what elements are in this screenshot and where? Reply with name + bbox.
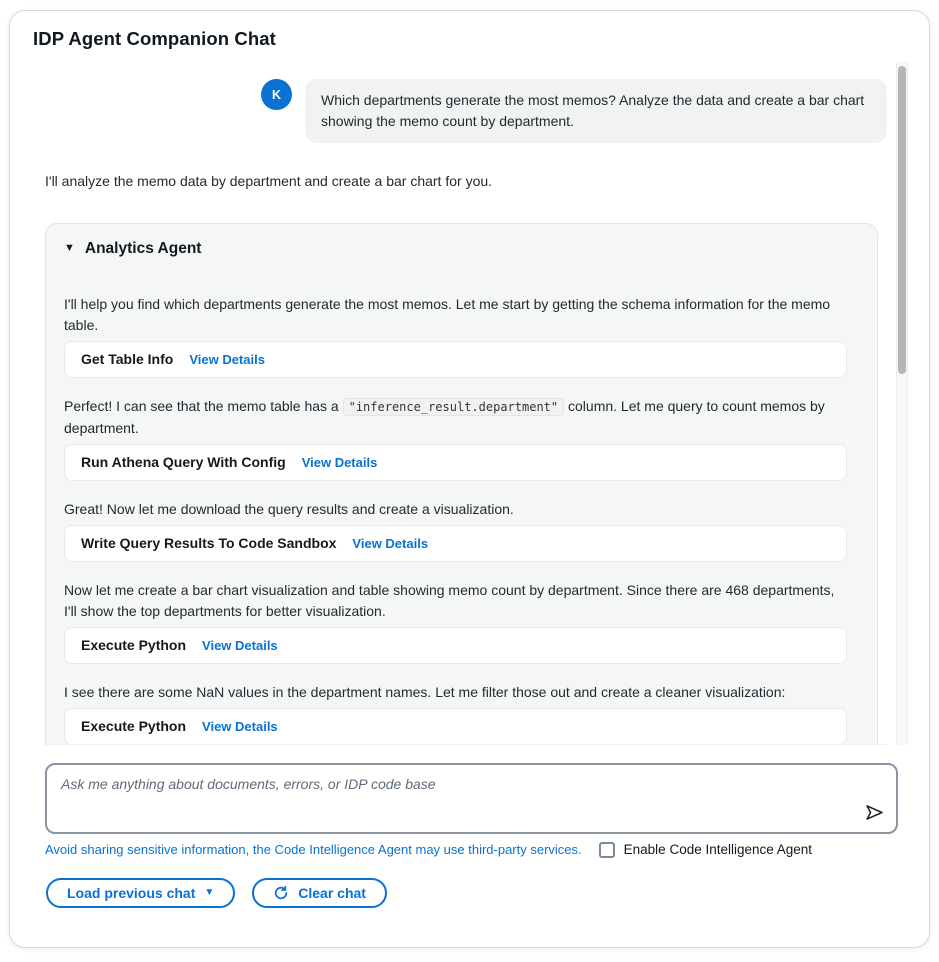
analytics-agent-header[interactable] (64, 240, 859, 257)
tool-name: Write Query Results To Code Sandbox (81, 535, 337, 551)
tool-name: Execute Python (81, 718, 187, 734)
chat-input[interactable] (47, 765, 896, 832)
view-details-link[interactable]: View Details (202, 719, 278, 734)
tool-card-execute-python-2 (64, 708, 847, 745)
enable-code-intelligence-group[interactable] (599, 842, 812, 858)
composer-note-row (45, 842, 898, 858)
tool-name: Run Athena Query With Config (81, 454, 286, 470)
disclaimer-text: Avoid sharing sensitive information, the Code Intelligence Agent may use third-party services. (45, 842, 582, 857)
clear-chat-label: Clear chat (298, 885, 366, 901)
caret-down-icon: ▼ (204, 887, 215, 898)
send-button[interactable] (860, 798, 888, 826)
assistant-intro-text: I'll analyze the memo data by department and create a bar chart for you. (45, 173, 493, 189)
tool-card-write-query-results (64, 525, 847, 562)
send-icon (864, 802, 885, 823)
scrollbar-thumb[interactable] (898, 66, 906, 374)
tool-card-run-athena-query (64, 444, 847, 481)
analytics-agent-title: Analytics Agent (84, 240, 202, 257)
scrollbar-track[interactable] (896, 62, 908, 745)
tool-name: Execute Python (81, 637, 187, 653)
load-previous-chat-button[interactable] (46, 878, 235, 908)
refresh-icon (273, 885, 289, 901)
composer (45, 763, 898, 834)
user-avatar: K (261, 79, 292, 110)
tool-card-execute-python-1 (64, 627, 847, 664)
tool-name: Get Table Info (81, 351, 174, 367)
agent-step-text: I see there are some NaN values in the department names. Let me filter those out and create a cleaner visualization: (64, 684, 786, 700)
chat-history[interactable] (45, 61, 887, 745)
collapse-caret-icon: ▼ (64, 242, 75, 254)
chat-window (9, 10, 930, 948)
step-text-fragment: Perfect! I can see that the memo table has a (64, 398, 343, 414)
view-details-link[interactable]: View Details (202, 638, 278, 653)
chat-actions (46, 878, 387, 908)
step-text-fragment: column. Let me query to count memos by department. (64, 398, 825, 436)
view-details-link[interactable]: View Details (301, 455, 378, 470)
agent-step-text: I'll help you find which departments generate the most memos. Let me start by getting the schema information for the memo table. (64, 296, 831, 333)
view-details-link[interactable]: View Details (189, 352, 265, 367)
user-message-row (45, 79, 887, 143)
agent-step-text: Now let me create a bar chart visualization and table showing memo count by department. Since there are 468 departments, I'll show the top departments for better visualization. (64, 582, 835, 619)
view-details-link[interactable]: View Details (352, 536, 429, 551)
page-title: IDP Agent Companion Chat (33, 28, 276, 49)
load-previous-chat-label: Load previous chat (67, 885, 196, 901)
checkbox-label: Enable Code Intelligence Agent (623, 842, 813, 857)
clear-chat-button[interactable] (252, 878, 387, 908)
agent-step-text: Great! Now let me download the query results and create a visualization. (64, 501, 514, 517)
tool-card-get-table-info (64, 341, 847, 378)
user-message-bubble: Which departments generate the most memos? Analyze the data and create a bar chart showing the memo count by department. (305, 79, 887, 143)
analytics-agent-panel (45, 223, 878, 745)
agent-step-text (64, 396, 847, 439)
inline-code: "inference_result.department" (343, 398, 565, 416)
checkbox-icon[interactable] (599, 842, 615, 858)
